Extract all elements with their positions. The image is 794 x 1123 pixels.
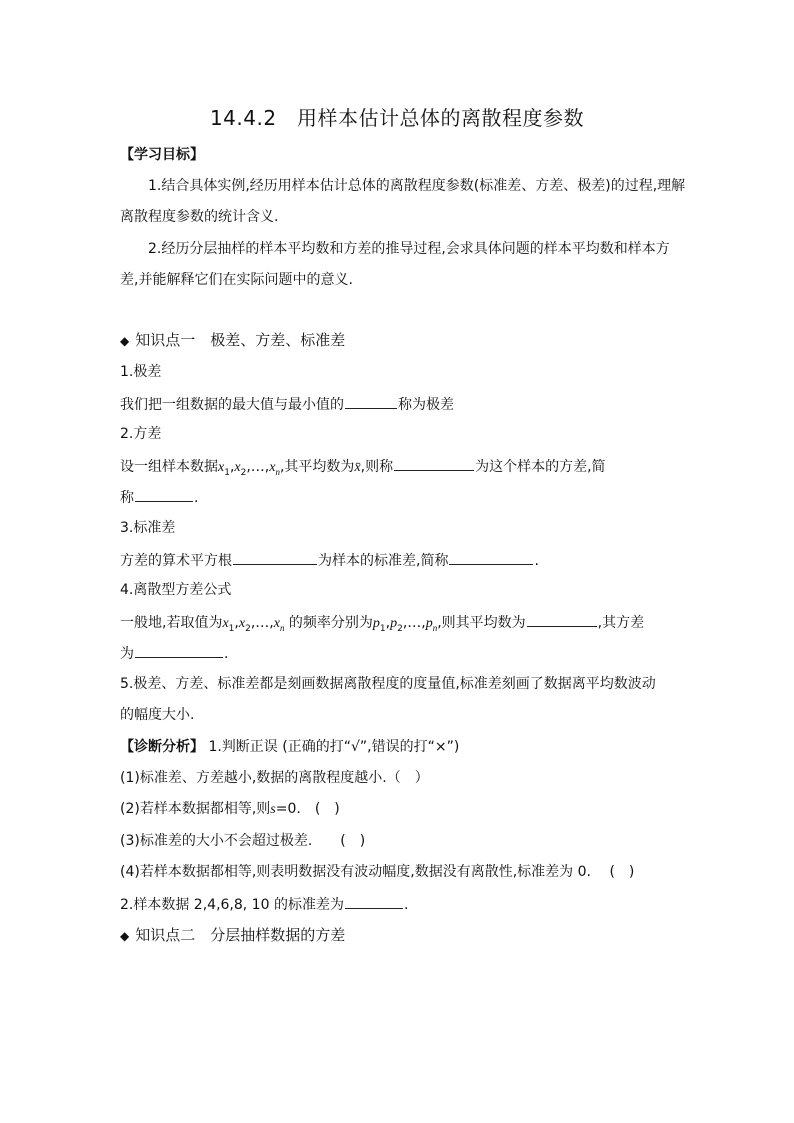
diag-q1-3: (3)标准差的大小不会超过极差. ( ) (120, 833, 366, 849)
sub-2: 2 (245, 623, 251, 634)
kp1-s2-text-c: ,则称 (360, 459, 394, 475)
goals-heading: 【学习目标】 (120, 147, 204, 163)
diag-heading-row (120, 738, 459, 756)
kp1-s4-text-b: 的频率分别为 (288, 615, 373, 631)
dots: ,…, (402, 615, 426, 631)
kp1-s2-title: 2.方差 (120, 426, 162, 442)
diag-heading: 【诊断分析】 (120, 739, 204, 755)
dots: ,…, (246, 459, 270, 475)
kp1-heading: 知识点一 极差、方差、标准差 (135, 331, 346, 349)
sub-n: n (432, 622, 438, 633)
kp2-heading: 知识点二 分层抽样数据的方差 (135, 926, 346, 944)
var-x: x (273, 616, 280, 631)
goal-2-line-1: 2.经历分层抽样的样本平均数和方差的推导过程,会求具体问题的样本平均数和样本方 (148, 241, 670, 257)
kp1-s4-text: 一般地,若取值为$x_1,x_2,\dots,x_n$ 的频率分别为$p_1,p_2,\dots,p_n$,则其平均数为 ,其方差 (120, 612, 644, 638)
variance-blank[interactable] (394, 456, 474, 471)
kp1-s3-text-c: . (534, 553, 539, 569)
diag-q2-b: . (403, 897, 409, 913)
kp1-s3-text-a: 方差的算术平方根 (120, 553, 232, 569)
kp1-heading-row (120, 331, 345, 350)
kp1-s4-text-d: ,其方差 (597, 615, 645, 631)
diag-q2-a: 2.样本数据 2,4,6,8, 10 的标准差为 (120, 897, 344, 913)
kp1-s2-text-a: 设一组样本数据 (120, 459, 218, 475)
sub-n: n (279, 622, 285, 633)
diag-q1-4: (4)若样本数据都相等,则表明数据没有波动幅度,数据没有离散性,标准差为 0. ( ) (120, 864, 635, 880)
diag-q1-2 (120, 800, 340, 819)
var-p: p (425, 616, 433, 631)
diag-q1-2a: (2)若样本数据都相等,则 (120, 801, 271, 817)
diag-q1-1: (1)标准差、方差越小,数据的离散程度越小.（ ） (120, 770, 429, 786)
page-title: 14.4.2 用样本估计总体的离散程度参数 (209, 106, 585, 130)
std-answer-blank[interactable] (345, 894, 403, 909)
kp1-s5-line-2: 的幅度大小. (120, 707, 195, 723)
kp1-s4-title: 4.离散型方差公式 (120, 582, 232, 598)
discrete-mean-blank[interactable] (527, 612, 597, 627)
kp1-s2-text-d: 为这个样本的方差,简 (475, 459, 606, 475)
sub-1: 1 (379, 623, 386, 634)
diag-q1-2b: =0. ( ) (275, 801, 340, 817)
diag-q2 (120, 894, 408, 914)
sub-1: 1 (224, 467, 230, 478)
var-x: x (218, 460, 225, 475)
goal-2-line-2: 差,并能解释它们在实际问题中的意义. (120, 272, 353, 288)
kp1-s4-text-c: ,则其平均数为 (437, 615, 526, 631)
kp1-s2-text-f: . (194, 490, 199, 506)
std-blank[interactable] (233, 550, 317, 565)
kp1-s2-text: 设一组样本数据$x_1,x_2,\dots,x_n$,其平均数为x̄,则称 为这个样本的方差,简 (120, 456, 606, 482)
diamond-bullet-icon: ◆ (120, 929, 130, 943)
diamond-bullet-icon: ◆ (120, 334, 130, 348)
diag-q1-title: 1.判断正误 (正确的打“√”,错误的打“×”) (204, 739, 460, 755)
var-s: s (270, 802, 276, 817)
var-x: x (269, 460, 276, 475)
var-p: p (372, 616, 380, 631)
var-x: x (222, 616, 229, 631)
goal-1-line-1: 1.结合具体实例,经历用样本估计总体的离散程度参数(标准差、方差、极差)的过程,理解 (148, 178, 686, 194)
kp1-s1-text-b: 称为极差 (398, 397, 454, 413)
kp1-s3-text-b: 为样本的标准差,简称 (318, 553, 449, 569)
range-blank[interactable] (345, 394, 397, 409)
sub-n: n (275, 466, 280, 477)
var-x: x (238, 616, 246, 631)
kp1-s3-text (120, 550, 539, 570)
discrete-variance-blank[interactable] (135, 643, 223, 658)
std-abbr-blank[interactable] (449, 550, 533, 565)
dots: ,…, (250, 615, 274, 631)
kp1-s2-text-e: 称 (120, 490, 134, 506)
var-p: p (390, 616, 398, 631)
sub-2: 2 (397, 623, 403, 634)
kp1-s2-text-b: ,其平均数为 (279, 459, 355, 475)
kp1-s1-title: 1.极差 (120, 364, 162, 380)
kp1-s4-text-e: 为 (120, 646, 134, 662)
kp1-s5-line-1: 5.极差、方差、标准差都是刻画数据离散程度的度量值,标准差刻画了数据离平均数波动 (120, 676, 656, 692)
sub-2: 2 (240, 467, 247, 478)
kp1-s2-text-2 (120, 487, 198, 507)
kp1-s4-text-a: 一般地,若取值为 (120, 615, 223, 631)
kp1-s1-text-a: 我们把一组数据的最大值与最小值的 (120, 397, 344, 413)
mean-x-bar: x̄ (354, 460, 361, 475)
kp1-s4-text-f: . (224, 646, 229, 662)
variance-abbr-blank[interactable] (135, 487, 193, 502)
kp2-heading-row (120, 926, 345, 945)
sub-1: 1 (228, 623, 235, 634)
kp1-s3-title: 3.标准差 (120, 520, 176, 536)
kp1-s4-text-2 (120, 643, 228, 663)
var-x: x (234, 460, 241, 475)
goal-1-line-2: 离散程度参数的统计含义. (120, 209, 279, 225)
kp1-s1-text (120, 394, 454, 414)
